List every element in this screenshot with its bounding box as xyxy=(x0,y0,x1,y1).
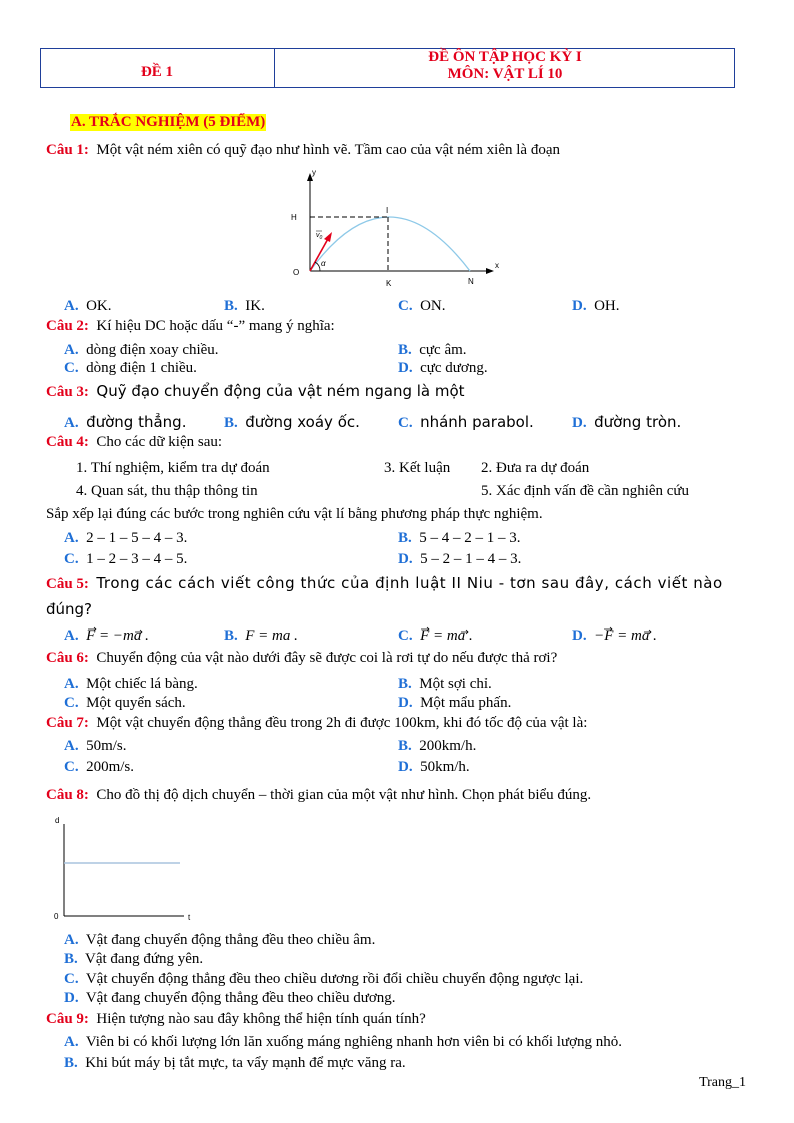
question-9 xyxy=(46,1011,426,1028)
q2-option-c[interactable]: C. dòng điện 1 chiều. xyxy=(64,360,197,376)
q4-prompt: Sắp xếp lại đúng các bước trong nghiên cứu vật lí bằng phương pháp thực nghiệm. xyxy=(46,506,543,522)
q3-option-a[interactable]: A. đường thẳng. xyxy=(64,413,187,431)
fig-label-n: N xyxy=(468,277,474,286)
section-title: A. TRẮC NGHIỆM (5 ĐIỂM) xyxy=(71,114,266,130)
question-6 xyxy=(46,650,557,667)
q4-option-a[interactable]: A. 2 – 1 – 5 – 4 – 3. xyxy=(64,530,188,546)
q5-option-b[interactable]: B. F = ma . xyxy=(224,628,298,644)
q2-option-a[interactable]: A. dòng điện xoay chiều. xyxy=(64,342,219,358)
question-7 xyxy=(46,715,587,732)
page-number: Trang_1 xyxy=(699,1075,746,1090)
q2-option-b[interactable]: B. cực âm. xyxy=(398,342,467,358)
fig-label-k: K xyxy=(386,279,392,288)
q1-option-c[interactable]: C. ON. xyxy=(398,298,446,314)
q4-item-2: 2. Đưa ra dự đoán xyxy=(481,460,590,476)
q5-option-d[interactable]: D. −F = ma . xyxy=(572,628,657,644)
exam-number: ĐỀ 1 xyxy=(140,64,174,80)
q8-option-d[interactable]: D. Vật đang chuyển động thẳng đều theo chiều dương. xyxy=(64,990,396,1006)
fig-label-v0-main: v xyxy=(316,232,320,239)
q6-label: Câu 6: xyxy=(46,650,89,666)
q4-text: Cho các dữ kiện sau: xyxy=(96,434,223,450)
q8-option-b[interactable]: B. Vật đang đứng yên. xyxy=(64,951,204,967)
projectile-figure xyxy=(285,165,505,290)
graph-label-t: t xyxy=(188,913,191,922)
q1-option-b[interactable]: B. IK. xyxy=(224,298,265,314)
q8-option-c[interactable]: C. Vật chuyển động thẳng đều theo chiều dương rồi đổi chiều chuyển động ngược lại. xyxy=(64,971,584,987)
question-8 xyxy=(46,787,591,804)
q4-item-4: 4. Quan sát, thu thập thông tin xyxy=(76,483,258,499)
q7-option-d[interactable]: D. 50km/h. xyxy=(398,759,470,775)
q4-option-d[interactable]: D. 5 – 2 – 1 – 4 – 3. xyxy=(398,551,522,567)
q1-option-a[interactable]: A. OK. xyxy=(64,298,112,314)
q8-option-a[interactable]: A. Vật đang chuyển động thẳng đều theo chiều âm. xyxy=(64,932,376,948)
q5-text-line2: đúng? xyxy=(46,600,93,618)
fig-label-alpha: α xyxy=(321,259,326,268)
q3-text: Quỹ đạo chuyển động của vật ném ngang là một xyxy=(96,382,465,400)
q4-option-b[interactable]: B. 5 – 4 – 2 – 1 – 3. xyxy=(398,530,521,546)
graph-label-d: d xyxy=(55,816,60,825)
q8-text: Cho đồ thị độ dịch chuyển – thời gian của một vật như hình. Chọn phát biểu đúng. xyxy=(96,787,592,803)
fig-label-i: I xyxy=(386,206,389,215)
q4-item-3: 3. Kết luận xyxy=(384,460,451,476)
exam-title xyxy=(275,49,735,83)
q4-item-1: 1. Thí nghiệm, kiểm tra dự đoán xyxy=(76,460,270,476)
question-1 xyxy=(46,142,560,159)
q3-label: Câu 3: xyxy=(46,384,89,400)
q5-text-line1: Trong các cách viết công thức của định luật II Niu - tơn sau đây, cách viết nào xyxy=(96,574,723,592)
q2-label: Câu 2: xyxy=(46,318,89,334)
q6-text: Chuyển động của vật nào dưới đây sẽ được coi là rơi tự do nếu được thả rơi? xyxy=(96,650,558,666)
q9-option-a[interactable]: A. Viên bi có khối lượng lớn lăn xuống máng nghiêng nhanh hơn viên bi có khối lượng nhỏ. xyxy=(64,1034,623,1050)
question-5 xyxy=(46,574,746,593)
question-2 xyxy=(46,318,335,335)
fig-label-h: H xyxy=(291,213,297,222)
fig-trajectory xyxy=(310,217,470,271)
q5-option-c[interactable]: C. F = ma . xyxy=(398,628,473,644)
fig-v0-vector xyxy=(310,237,329,271)
fig-v0-arrow xyxy=(324,232,332,242)
q9-text: Hiện tượng nào sau đây không thể hiện tính quán tính? xyxy=(96,1011,426,1027)
q6-option-a[interactable]: A. Một chiếc lá bàng. xyxy=(64,676,198,692)
q1-option-d[interactable]: D. OH. xyxy=(572,298,620,314)
fig-label-v0 xyxy=(316,232,323,241)
q1-text: Một vật ném xiên có quỹ đạo như hình vẽ. Tầm cao của vật ném xiên là đoạn xyxy=(96,142,560,158)
fig-x-arrow xyxy=(486,268,494,274)
q9-label: Câu 9: xyxy=(46,1011,89,1027)
q7-option-a[interactable]: A. 50m/s. xyxy=(64,738,127,754)
question-3 xyxy=(46,382,465,401)
q2-option-d[interactable]: D. cực dương. xyxy=(398,360,488,376)
q6-option-d[interactable]: D. Một mẩu phấn. xyxy=(398,695,512,711)
fig-label-x: x xyxy=(495,261,499,270)
graph-label-origin: 0 xyxy=(54,912,59,921)
q2-text: Kí hiệu DC hoặc dấu “-” mang ý nghĩa: xyxy=(96,318,335,334)
q4-item-5: 5. Xác định vấn đề cần nghiên cứu xyxy=(481,483,690,499)
q6-option-b[interactable]: B. Một sợi chỉ. xyxy=(398,676,492,692)
fig-label-o: O xyxy=(293,268,300,277)
fig-label-v0-sub: 0 xyxy=(319,235,323,241)
q6-option-c[interactable]: C. Một quyển sách. xyxy=(64,695,186,711)
q7-label: Câu 7: xyxy=(46,715,89,731)
fig-label-y: y xyxy=(312,168,316,177)
q5-option-a[interactable]: A. F = −ma . xyxy=(64,628,149,644)
q3-option-d[interactable]: D. đường tròn. xyxy=(572,413,682,431)
q3-option-c[interactable]: C. nhánh parabol. xyxy=(398,413,534,431)
q3-option-b[interactable]: B. đường xoáy ốc. xyxy=(224,413,360,431)
displacement-time-graph xyxy=(48,812,198,924)
question-4 xyxy=(46,434,222,451)
q1-label: Câu 1: xyxy=(46,142,89,158)
q4-option-c[interactable]: C. 1 – 2 – 3 – 4 – 5. xyxy=(64,551,188,567)
q9-option-b[interactable]: B. Khi bút máy bị tắt mực, ta vẩy mạnh để mực văng ra. xyxy=(64,1055,406,1071)
q7-text: Một vật chuyển động thẳng đều trong 2h đi được 100km, khi đó tốc độ của vật là: xyxy=(96,715,588,731)
q4-label: Câu 4: xyxy=(46,434,89,450)
q7-option-b[interactable]: B. 200km/h. xyxy=(398,738,477,754)
q8-label: Câu 8: xyxy=(46,787,89,803)
q5-label: Câu 5: xyxy=(46,576,89,592)
exam-subject: MÔN: VẬT LÍ 10 xyxy=(447,66,563,82)
exam-title-line1: ĐỀ ÔN TẬP HỌC KỲ I xyxy=(428,49,582,65)
q7-option-c[interactable]: C. 200m/s. xyxy=(64,759,135,775)
